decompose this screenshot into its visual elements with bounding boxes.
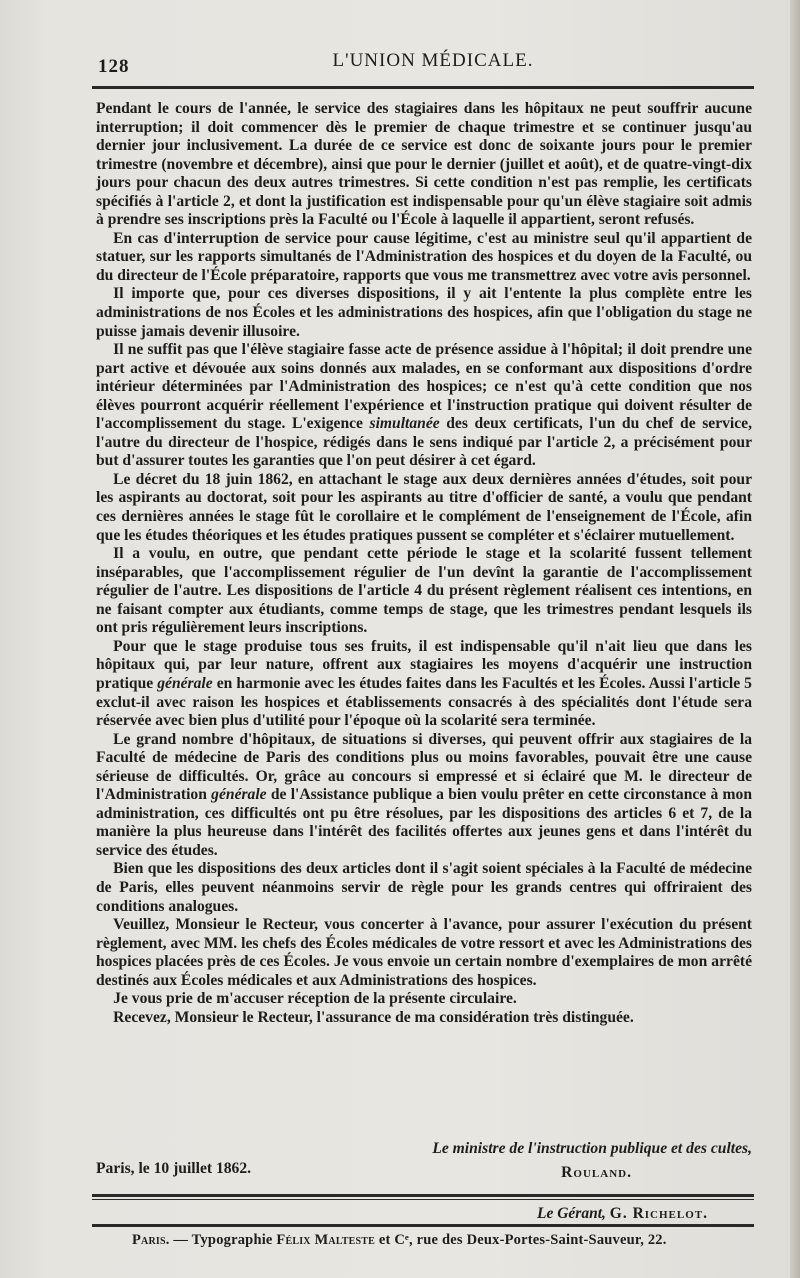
paragraph: Le décret du 18 juin 1862, en attachant le stage aux deux dernières années d'études, soit pour les aspirants au doctorat, soit pour les aspirants au titre d'officier de santé, a voulu que pendant ces dernières années le stage fût le corollaire et le complément de l'enseignement de l'École, afin que les études théoriques et les études pratiques pussent se compléter et s'éclairer mutuellement.	[96, 470, 752, 544]
paragraph: Il ne suffit pas que l'élève stagiaire fasse acte de présence assidue à l'hôpital; il doit prendre une part active et dévouée aux soins donnés aux malades, en se conformant aux dispositions d'ordre intérieur déterminées par l'Administration des hospices; ce n'est qu'à cette condition que nos élèves pourront acquérir réellement l'expérience et l'instruction pratique qui doivent résulter de l'accomplissement du stage. L'exigence simultanée des deux certificats, l'un du chef de service, l'autre du directeur de l'hospice, rédigés dans le sens indiqué par l'article 2, a précisément pour but d'assurer toutes les garanties que l'on peut désirer à cet égard.	[96, 341, 752, 470]
paragraph: Veuillez, Monsieur le Recteur, vous concerter à l'avance, pour assurer l'exécution du présent règlement, avec MM. les chefs des Écoles médicales de votre ressort et avec les Administrations des hospices placées près de ces Écoles. Je vous envoie un certain nombre d'exemplaires de mon arrêté destinés aux Écoles médicales et aux Administrations des hospices.	[96, 916, 752, 989]
paragraph: Il importe que, pour ces diverses dispositions, il y ait l'entente la plus complète entre les administrations de nos Écoles et les administrations des hospices, afin que l'obligation du stage ne puisse jamais devenir illusoire.	[96, 285, 752, 340]
imprint-printer: Félix Malteste	[276, 1232, 376, 1248]
paragraph: Pendant le cours de l'année, le service des stagiaires dans les hôpitaux ne peut souffrir aucune interruption; il doit commencer dès le premier de chaque trimestre et se continuer jusqu'au dernier jour inclusivement. La durée de ce service est donc de soixante jours pour le premier trimestre (novembre et décembre), ainsi que pour le dernier (juillet et août), et de quatre-vingt-dix jours pour chacun des deux autres trimestres. Si cette condition n'est pas remplie, les certificats spécifiés à l'article 2, et dont la justification est indispensable pour qu'un élève stagiaire soit admis à prendre ses inscriptions près la Faculté ou l'École à laquelle il appartient, seront refusés.	[96, 100, 752, 229]
imprint-line	[132, 1232, 667, 1249]
gerant-line	[537, 1205, 708, 1223]
paragraph: En cas d'interruption de service pour cause légitime, c'est au ministre seul qu'il appartient de statuer, sur les rapports simultanés de l'Administration des hospices et du doyen de la Faculté, ou du directeur de l'École préparatoire, rapports que vous me transmettrez avec votre avis personnel.	[96, 229, 752, 284]
minister-title: Le ministre de l'instruction publique et des cultes,	[432, 1140, 752, 1157]
imprint-rule	[92, 1224, 754, 1227]
paragraph: Bien que les dispositions des deux articles dont il s'agit soient spéciales à la Faculté de médecine de Paris, elles peuvent néanmoins servir de règle pour les grands centres qui offriraient des conditions analogues.	[96, 860, 752, 915]
paragraph: Recevez, Monsieur le Recteur, l'assurance de ma considération très distinguée.	[113, 1008, 634, 1026]
page-header	[98, 50, 748, 82]
signature-block	[96, 1140, 752, 1190]
book-spine-shadow	[790, 0, 800, 1278]
paragraph: Je vous prie de m'accuser réception de la présente circulaire.	[113, 990, 517, 1008]
page-number: 128	[98, 56, 130, 77]
place-date: Paris, le 10 juillet 1862.	[96, 1160, 252, 1177]
imprint-city: Paris.	[132, 1232, 170, 1248]
article-body	[96, 100, 752, 1027]
header-rule	[92, 86, 754, 89]
imprint-text: — Typographie	[173, 1232, 273, 1248]
paragraph: Il a voulu, en outre, que pendant cette période le stage et la scolarité fussent tellement inséparables, que l'accomplissement régulier de l'un devînt la garantie de l'accomplissement régulier de l'autre. Les dispositions de l'article 4 du présent règlement réalisent ces intentions, en ne faisant compter aux étudiants, comme temps de stage, que les trimestres pendant lesquels ils ont pris régulièrement leurs inscriptions.	[96, 545, 752, 637]
paragraph: Pour que le stage produise tous ses fruits, il est indispensable qu'il n'ait lieu que dans les hôpitaux qui, par leur nature, offrent aux stagiaires les moyens d'acquérir une instruction pratique générale en harmonie avec les études faites dans les Facultés et les Écoles. Aussi l'article 5 exclut-il avec raison les hospices et établissements consacrés à des spécialités dont l'étude sera réservée avec bien plus d'utilité pour l'époque où la scolarité sera terminée.	[96, 637, 752, 730]
gerant-name: G. Richelot.	[609, 1205, 708, 1222]
footer-rule-thin	[92, 1199, 754, 1200]
gerant-role: Le Gérant,	[537, 1205, 606, 1222]
paragraph: Le grand nombre d'hôpitaux, de situations si diverses, qui peuvent offrir aux stagiaires de la Faculté de médecine de Paris des conditions plus ou moins favorables, pouvait être une cause sérieuse de difficultés. Or, grâce au concours si empressé et si éclairé que M. le directeur de l'Administration générale de l'Assistance publique a bien voulu prêter en cette circonstance à mon administration, ces difficultés ont pu être résolues, par les dispositions des articles 6 et 7, de la manière la plus heureuse dans l'intérêt des facilités offertes aux jeunes gens et dans l'intérêt du service des études.	[96, 730, 752, 859]
imprint-address: et Cᵉ, rue des Deux-Portes-Saint-Sauveur, 22.	[378, 1232, 667, 1248]
minister-name: Rouland.	[561, 1164, 632, 1181]
running-title: L'UNION MÉDICALE.	[332, 50, 534, 71]
footer-rule-top	[92, 1194, 754, 1197]
